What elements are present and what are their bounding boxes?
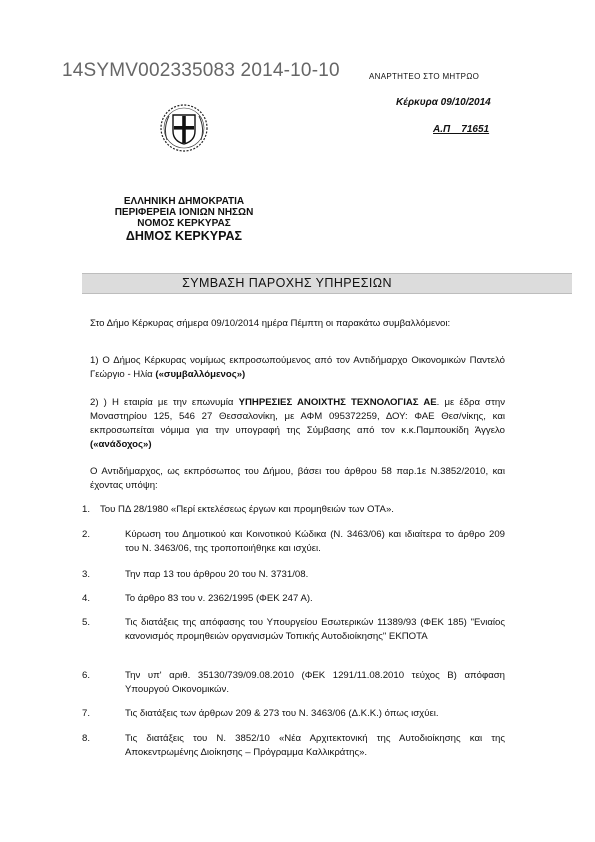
list-number: 6.	[82, 670, 91, 681]
list-text: Του ΠΔ 28/1980 «Περί εκτελέσεως έργων και προμηθειών των ΟΤΑ».	[100, 504, 394, 515]
list-item	[82, 528, 505, 556]
list-text: Τις διατάξεις του Ν. 3852/10 «Νέα Αρχιτεκτονική της Αυτοδιοίκησης και της Αποκεντρωμένης Διοίκησης – Πρόγραμμα Καλλικράτης».	[125, 733, 505, 758]
list-item	[82, 616, 505, 644]
list-item	[82, 732, 505, 760]
list-item	[82, 568, 505, 582]
party-2-company: ΥΠΗΡΕΣΙΕΣ ΑΝΟΙΧΤΗΣ ΤΕΧΝΟΛΟΓΙΑΣ ΑΕ	[238, 397, 437, 408]
greek-coat-of-arms-icon	[158, 102, 210, 154]
list-text: Τις διατάξεις της απόφασης του Υπουργείου Εσωτερικών 11389/93 (ΦΕΚ 185) "Ενιαίος κανονισμός προμηθειών οργανισμών Τοπικής Αυτοδιοίκησης" ΕΚΠΟΤΑ	[125, 617, 505, 642]
document-id: 14SYMV002335083 2014-10-10	[62, 60, 340, 81]
org-line-region: ΠΕΡΙΦΕΡΕΙΑ ΙΟΝΙΩΝ ΝΗΣΩΝ	[114, 207, 254, 218]
list-item	[82, 592, 505, 606]
list-text: Κύρωση του Δημοτικού και Κοινοτικού Κώδικα (Ν. 3463/06) και ιδιαίτερα το άρθρο 209 του Ν. 3463/06, της τροποποιήθηκε και ισχύει.	[125, 529, 505, 554]
issuing-authority	[84, 196, 284, 244]
list-text: Την παρ 13 του άρθρου 20 του Ν. 3731/08.	[125, 569, 309, 580]
list-text: Το άρθρο 83 του ν. 2362/1995 (ΦΕΚ 247 Α).	[125, 593, 313, 604]
party-2-role: («ανάδοχος»)	[90, 439, 152, 450]
list-text: Την υπ' αριθ. 35130/739/09.08.2010 (ΦΕΚ 1291/11.08.2010 τεύχος Β) απόφαση Υπουργού Οικονομικών.	[125, 670, 505, 695]
registry-note: ΑΝΑΡΤΗΤΕΟ ΣΤΟ ΜΗΤΡΩΟ	[369, 72, 480, 81]
list-number: 7.	[82, 708, 91, 719]
list-number: 5.	[82, 617, 91, 628]
party-2-post: . με έδρα στην Μοναστηρίου 125, 546 27 Θεσσαλονίκη, με ΑΦΜ 095372259, ΔΟΥ: ΦΑΕ Θεσ/νίκης, και εκπροσωπείται νόμιμα για την υπογραφή της Σύμβασης από τον κ.κ.Παμπουκίδη Άγγελο	[90, 397, 505, 436]
org-line-country: ΕΛΛΗΝΙΚΗ ΔΗΜΟΚΡΑΤΙΑ	[123, 196, 245, 207]
list-text: Τις διατάξεις των άρθρων 209 & 273 του Ν. 3463/06 (Δ.Κ.Κ.) όπως ισχύει.	[125, 708, 439, 719]
document-title: ΣΥΜΒΑΣΗ ΠΑΡΟΧΗΣ ΥΠΗΡΕΣΙΩΝ	[182, 276, 392, 290]
protocol-number: Α.Π 71651	[433, 124, 490, 135]
list-item	[82, 503, 505, 517]
party-1-text: 1) Ο Δήμος Κέρκυρας νομίμως εκπροσωπούμενος από τον Αντιδήμαρχο Οικονομικών Παντελό Γεώργιο - Ηλία	[90, 355, 505, 380]
org-line-municipality: ΔΗΜΟΣ ΚΕΡΚΥΡΑΣ	[125, 229, 243, 243]
list-number: 2.	[82, 529, 91, 540]
list-item	[82, 707, 505, 721]
party-2-pre: 2) ) Η εταιρία με την επωνυμία	[90, 397, 239, 408]
party-2-paragraph	[90, 396, 505, 452]
list-number: 1.	[82, 504, 91, 515]
list-number: 3.	[82, 569, 91, 580]
list-item	[82, 669, 505, 697]
party-1-paragraph	[90, 354, 505, 382]
party-1-role: («συμβαλλόμενος»)	[155, 369, 246, 380]
preamble-paragraph: Ο Αντιδήμαρχος, ως εκπρόσωπος του Δήμου, βάσει του άρθρου 58 παρ.1ε Ν.3852/2010, και έχοντας υπόψη:	[90, 466, 505, 491]
list-number: 8.	[82, 733, 91, 744]
document-date: Κέρκυρα 09/10/2014	[396, 97, 491, 108]
intro-paragraph: Στο Δήμο Κέρκυρας σήμερα 09/10/2014 ημέρα Πέμπτη οι παρακάτω συμβαλλόμενοι:	[90, 318, 451, 329]
list-number: 4.	[82, 593, 91, 604]
org-line-prefecture: ΝΟΜΟΣ ΚΕΡΚΥΡΑΣ	[137, 218, 231, 229]
